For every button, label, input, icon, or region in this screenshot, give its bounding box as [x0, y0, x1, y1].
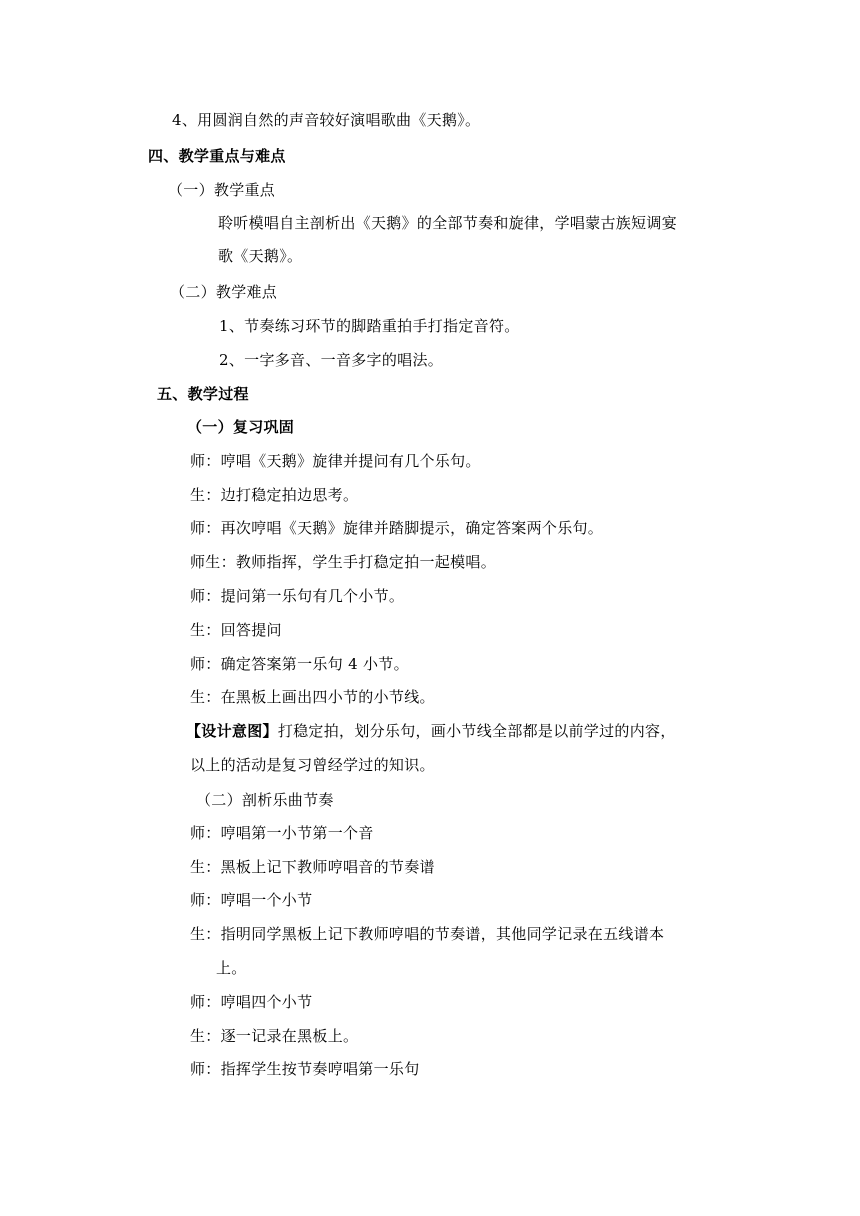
dialogue-line: 师生：教师指挥，学生手打稳定拍一起模唱。: [190, 553, 497, 571]
difficulty-item-2: 2、一字多音、一音多字的唱法。: [219, 351, 444, 369]
design-intent-text: 打稳定拍，划分乐句，画小节线全部都是以前学过的内容，: [277, 722, 676, 740]
design-intent-text-cont: 以上的活动是复习曾经学过的知识。: [190, 756, 435, 774]
design-intent-label: 【设计意图】: [186, 722, 278, 740]
objective-item-4: 4、用圆润自然的声音较好演唱歌曲《天鹅》。: [172, 111, 481, 129]
dialogue-line: 师：指挥学生按节奏哼唱第一乐句: [190, 1060, 420, 1078]
dialogue-line: 生：逐一记录在黑板上。: [190, 1027, 359, 1045]
dialogue-line: 生：指明同学黑板上记下教师哼唱的节奏谱，其他同学记录在五线谱本: [190, 925, 665, 943]
dialogue-line: 生：黑板上记下教师哼唱音的节奏谱: [190, 858, 435, 876]
dialogue-line: 师：哼唱一个小节: [190, 891, 313, 909]
dialogue-line: 师：哼唱四个小节: [190, 993, 313, 1011]
subheading-rhythm: （二）剖析乐曲节奏: [196, 791, 334, 809]
dialogue-line-cont: 上。: [216, 959, 247, 977]
section-heading-5: 五、教学过程: [157, 385, 249, 403]
subheading-review: （一）复习巩固: [187, 418, 295, 436]
dialogue-line: 生：回答提问: [190, 621, 282, 639]
dialogue-line: 生：在黑板上画出四小节的小节线。: [190, 688, 435, 706]
subheading-difficulties: （二）教学难点: [170, 283, 278, 301]
dialogue-line: 师：哼唱《天鹅》旋律并提问有几个乐句。: [190, 452, 481, 470]
section-heading-4: 四、教学重点与难点: [148, 147, 286, 165]
design-intent-line: [186, 721, 676, 741]
key-points-text-cont: 歌《天鹅》。: [218, 247, 303, 265]
dialogue-line: 师：提问第一乐句有几个小节。: [190, 587, 405, 605]
dialogue-line: 师：确定答案第一乐句 4 小节。: [190, 655, 409, 673]
difficulty-item-1: 1、节奏练习环节的脚踏重拍手打指定音符。: [219, 317, 520, 335]
subheading-key-points: （一）教学重点: [168, 181, 276, 199]
dialogue-line: 师：再次哼唱《天鹅》旋律并踏脚提示，确定答案两个乐句。: [190, 519, 604, 537]
dialogue-line: 师：哼唱第一小节第一个音: [190, 824, 374, 842]
dialogue-line: 生：边打稳定拍边思考。: [190, 486, 359, 504]
key-points-text: 聆听模唱自主剖析出《天鹅》的全部节奏和旋律，学唱蒙古族短调宴: [218, 214, 678, 232]
